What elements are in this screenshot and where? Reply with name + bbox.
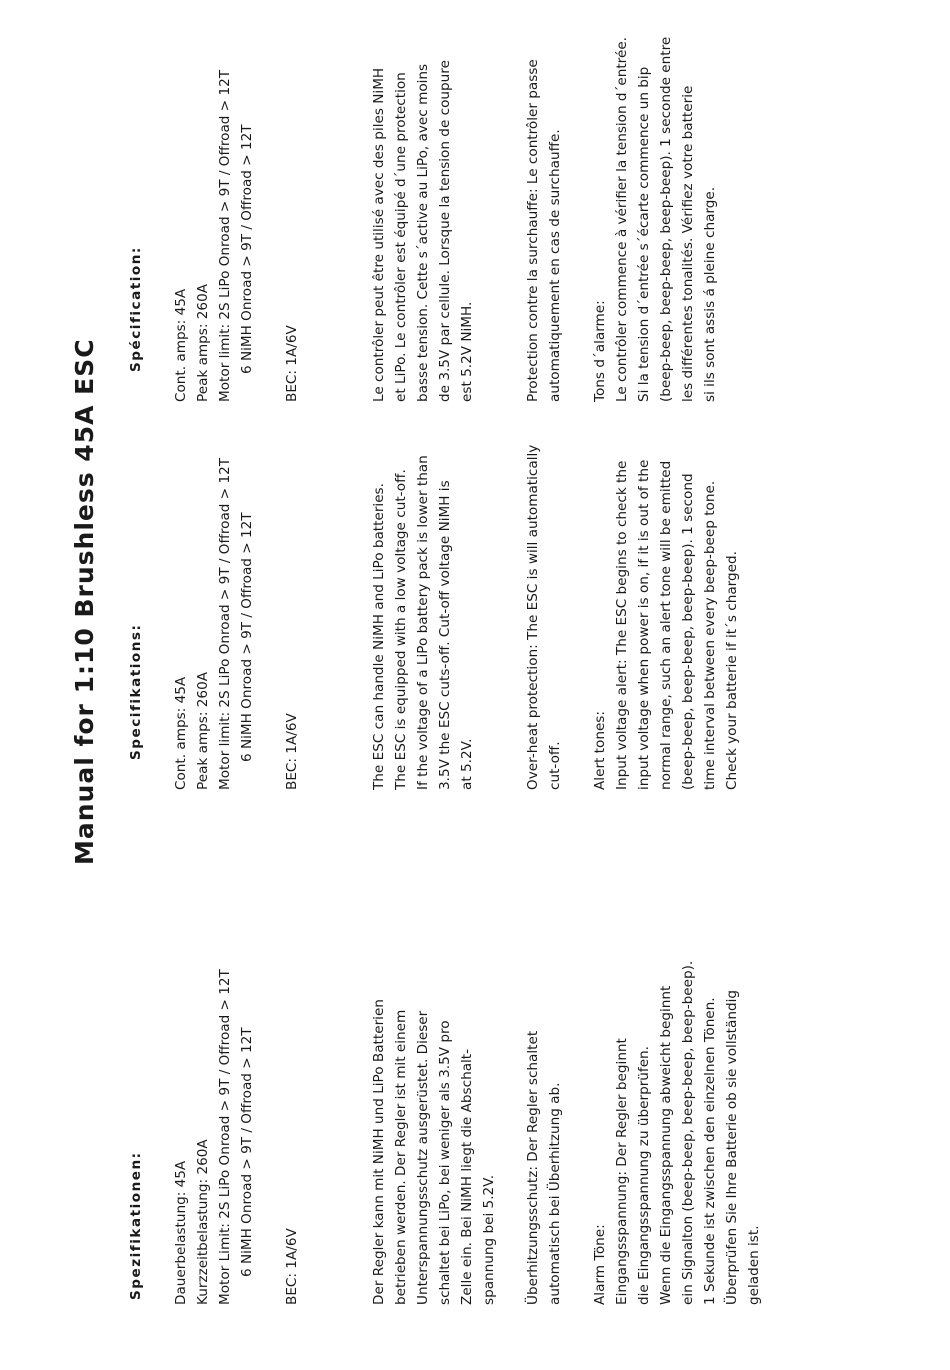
french-bec: BEC: 1A/6V	[284, 325, 300, 402]
english-alarm-line: input voltage when power is on, if it is out of the	[636, 459, 652, 790]
german-alarm-line: 1 Sekunde ist zwischen den einzelnen Tönen.	[702, 997, 718, 1305]
page-title: Manual for 1:10 Brushless 45A ESC	[70, 338, 99, 865]
french-battery-line: est 5.2V NiMH.	[459, 301, 475, 402]
french-alarm-line: Tons d´alarme:	[592, 300, 608, 402]
german-spec-line: Kurzzeitbelastung: 260A	[195, 1139, 211, 1305]
german-alarm-line: ein Signalton (beep-beep, beep-beep, beep-beep).	[680, 960, 696, 1305]
french-overheat-line: Protection contre la surchauffe: Le contrôler passe	[525, 59, 541, 402]
french-spec-line: Peak amps: 260A	[195, 283, 211, 402]
french-battery-line: et LiPo. Le contrôler est équipé d´une protection	[393, 72, 409, 402]
german-heading: Spezifikationen:	[128, 1151, 144, 1300]
french-spec-line: Cont. amps: 45A	[173, 288, 189, 402]
french-battery-line: Le contrôler peut être utilisé avec des piles NiMH	[371, 67, 387, 402]
german-spec-line: Dauerbelastung: 45A	[173, 1160, 189, 1305]
german-spec-line: Motor Limit: 2S LiPo Onroad > 9T / Offroad > 12T	[217, 969, 233, 1305]
german-battery-line: schaltet bei LiPo, bei weniger als 3.5V pro	[437, 1020, 453, 1305]
french-spec-line: 6 NiMH Onroad > 9T / Offroad > 12T	[239, 124, 255, 374]
german-battery-line: Unterspannungsschutz ausgerüstet. Dieser	[415, 1010, 431, 1305]
french-spec-line: Motor limit: 2S LiPo Onroad > 9T / Offroad > 12T	[217, 69, 233, 402]
german-alarm-line: Überprüfen Sie Ihre Batterie ob sie vollständig	[724, 990, 740, 1305]
english-alarm-line: time interval between every beep-beep tone.	[702, 480, 718, 790]
german-alarm-line: die Eingangsspannung zu überprüfen.	[636, 1046, 652, 1305]
english-alarm-line: Input voltage alert: The ESC begins to check the	[614, 460, 630, 790]
french-alarm-line: (beep-beep, beep-beep, beep-beep). 1 seconde entre	[658, 36, 674, 402]
french-alarm-line: Le contrôler commence à vérifier la tension d´entrée.	[614, 36, 630, 402]
english-battery-line: at 5.2V.	[459, 738, 475, 790]
french-battery-line: de 3.5V par cellule. Lorsque la tension de coupure	[437, 60, 453, 402]
english-spec-line: Peak amps: 260A	[195, 671, 211, 790]
english-spec-line: Motor limit: 2S LiPo Onroad > 9T / Offroad > 12T	[217, 457, 233, 790]
english-overheat-line: Over-heat protection: The ESC is will automatically	[525, 444, 541, 790]
german-alarm-line: Wenn die Eingangsspannung abweicht beginnt	[658, 985, 674, 1305]
german-battery-line: Der Regler kann mit NiMH und LiPo Batterien	[371, 999, 387, 1305]
german-battery-line: betrieben werden. Der Regler ist mit einem	[393, 1009, 409, 1305]
german-overheat-line: Überhitzungsschutz: Der Regler schaltet	[525, 1030, 541, 1305]
english-battery-line: 3.5V the ESC cuts-off. Cut-off voltage NiMH is	[437, 480, 453, 790]
english-battery-line: The ESC is equipped with a low voltage cut-off.	[393, 469, 409, 790]
english-spec-line: 6 NiMH Onroad > 9T / Offroad > 12T	[239, 512, 255, 762]
german-overheat-line: automatisch bei Überhitzung ab.	[547, 1082, 563, 1305]
german-alarm-line: Eingangsspannung: Der Regler beginnt	[614, 1038, 630, 1305]
english-heading: Specifikations:	[128, 623, 144, 760]
english-alarm-line: normal range, such an alert tone will be emitted	[658, 460, 674, 790]
english-alarm-line: Alert tones:	[592, 711, 608, 790]
german-battery-line: spannung bei 5.2V.	[481, 1174, 497, 1305]
french-alarm-line: si ils sont assis á pleine charge.	[702, 186, 718, 402]
english-overheat-line: cut-off.	[547, 741, 563, 790]
english-battery-line: If the voltage of a LiPo battery pack is lower than	[415, 455, 431, 790]
french-alarm-line: Si la tension d´entrée s´écarte commence un bip	[636, 66, 652, 402]
german-battery-line: Zelle ein. Bei NiMH liegt die Abschalt-	[459, 1048, 475, 1305]
english-alarm-line: Check your batterie if it´s charged.	[724, 551, 740, 790]
french-overheat-line: automatiquement en cas de surchauffe.	[547, 129, 563, 402]
german-alarm-line: geladen ist.	[746, 1225, 762, 1305]
french-alarm-line: les différentes tonalités. Vérifiez votre batterie	[680, 85, 696, 402]
english-bec: BEC: 1A/6V	[284, 713, 300, 790]
german-alarm-line: Alarm Töne:	[592, 1224, 608, 1305]
german-spec-line: 6 NiMH Onroad > 9T / Offroad > 12T	[239, 1027, 255, 1277]
english-spec-line: Cont. amps: 45A	[173, 676, 189, 790]
french-heading: Spécification:	[128, 246, 144, 372]
english-alarm-line: (beep-beep, beep-beep, beep-beep). 1 second	[680, 473, 696, 790]
french-battery-line: basse tension. Cette s´active au LiPo, avec moins	[415, 63, 431, 402]
german-bec: BEC: 1A/6V	[284, 1228, 300, 1305]
english-battery-line: The ESC can handle NiMH and LiPo batteries.	[371, 483, 387, 790]
